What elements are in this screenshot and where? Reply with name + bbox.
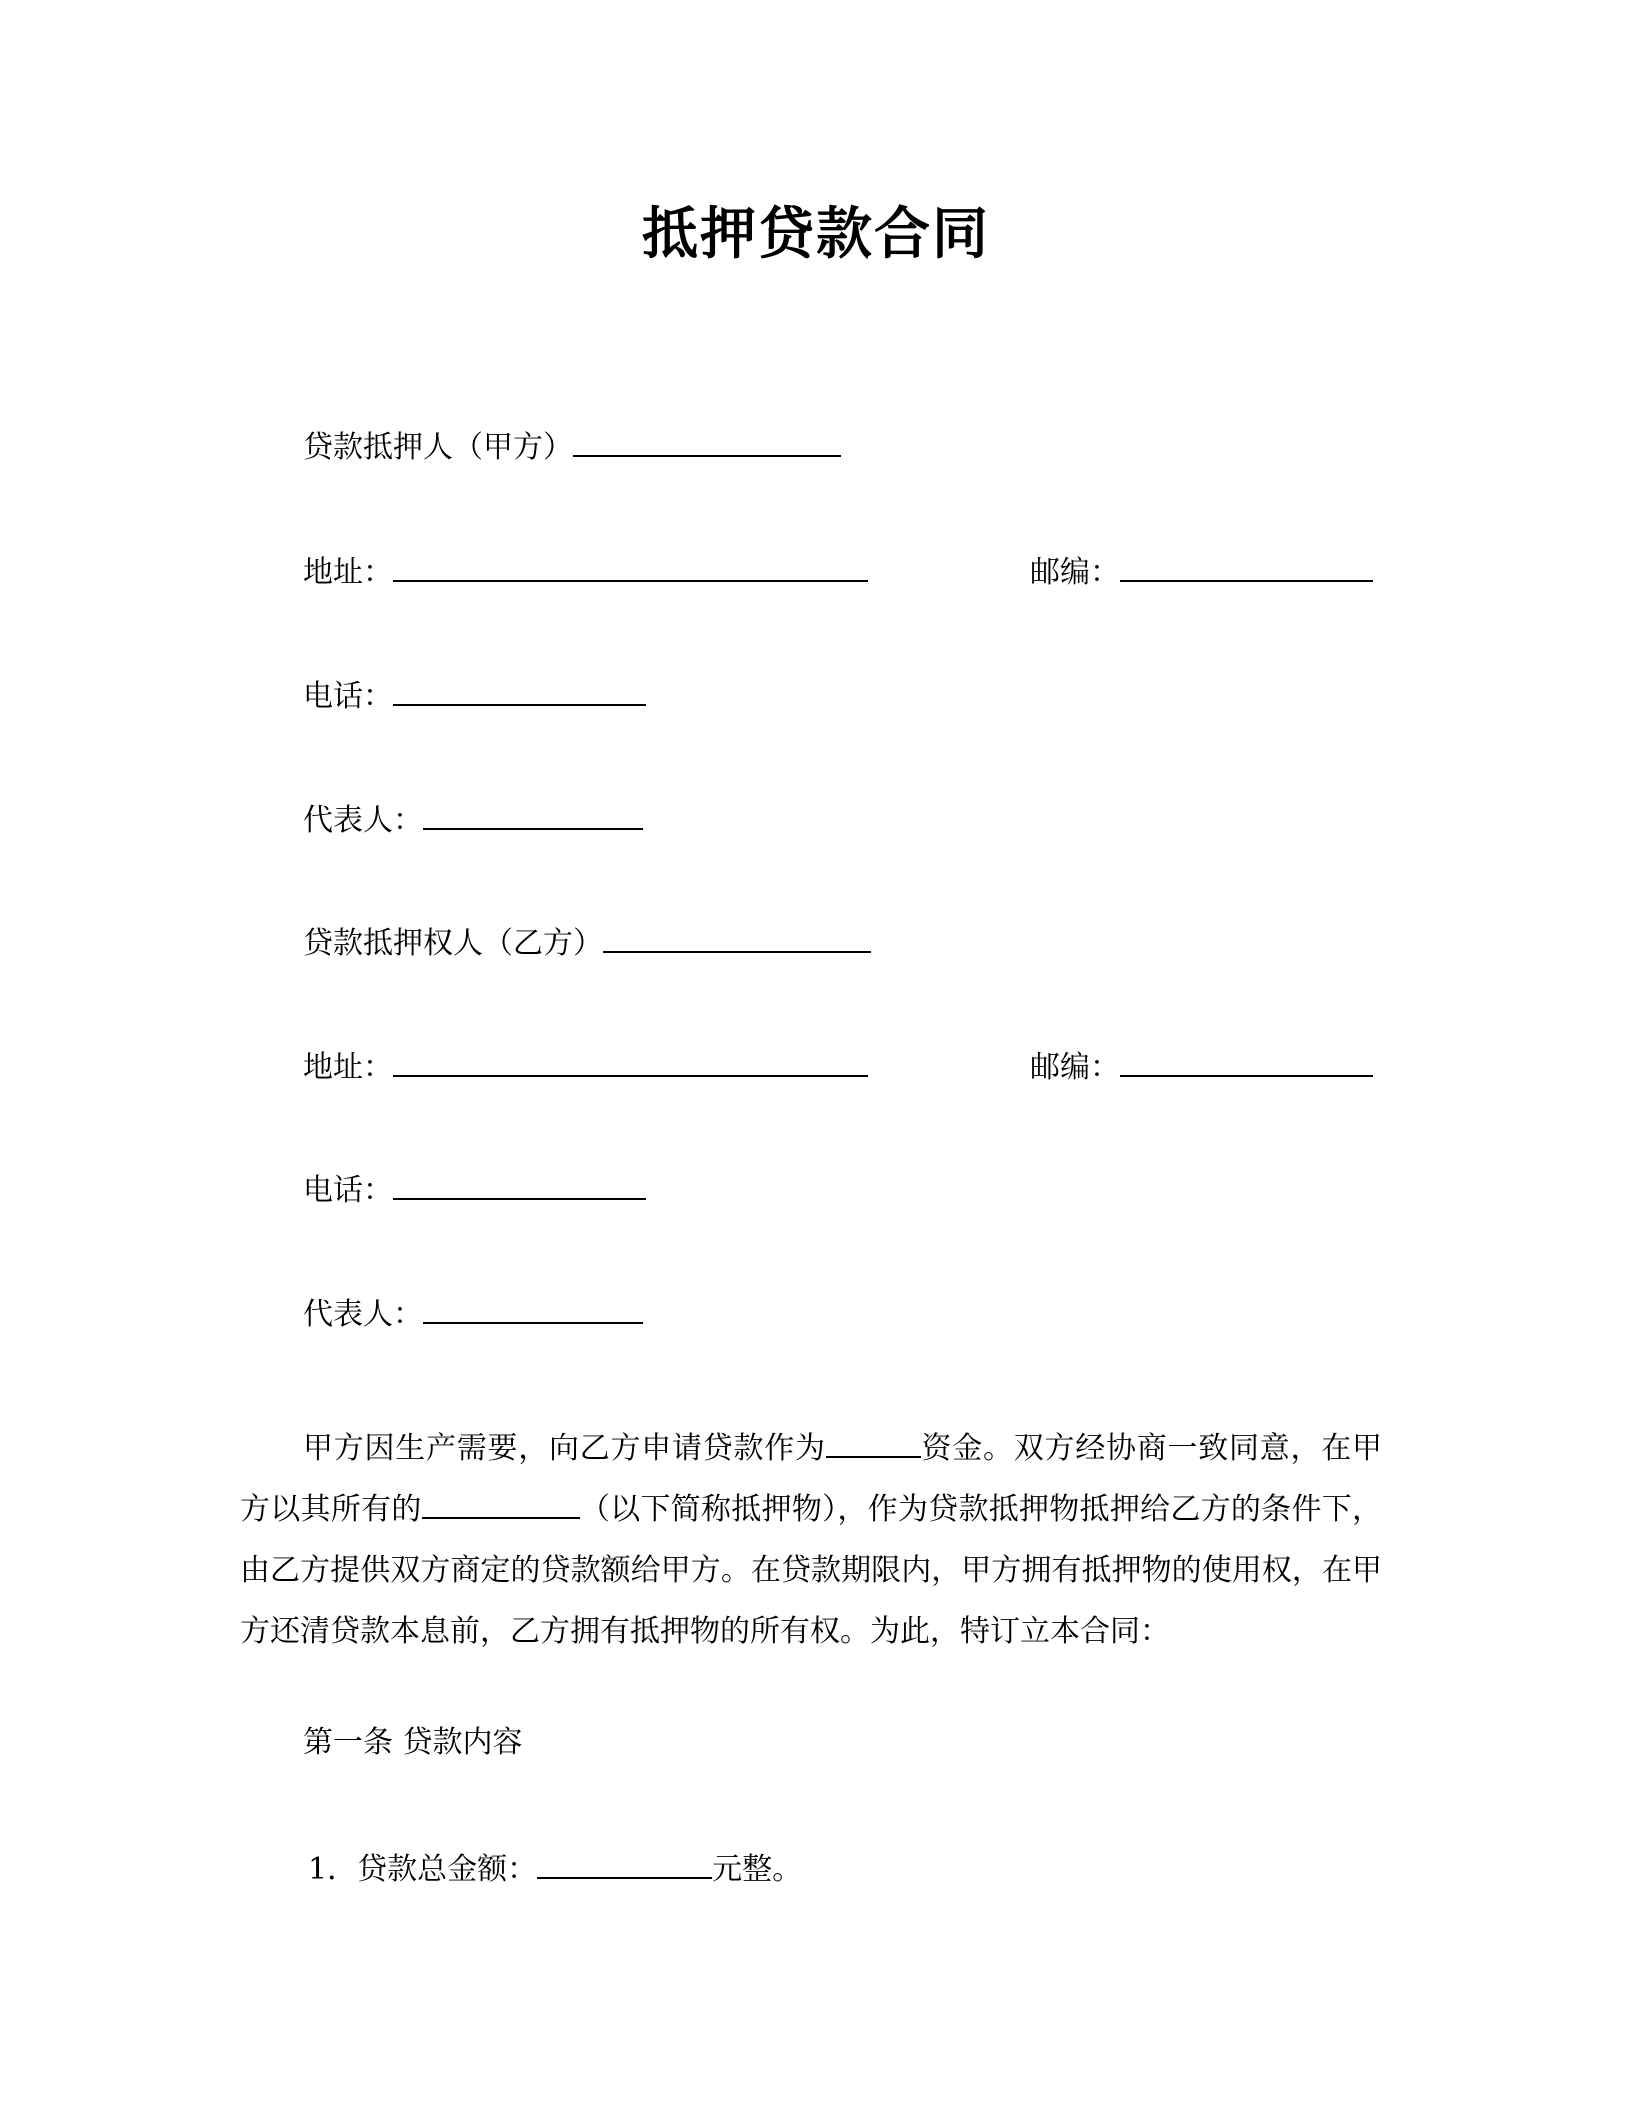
party-a-address-line [303,550,868,593]
party-a-phone-line [303,674,646,717]
party-a-phone-blank[interactable] [393,674,646,706]
document-title: 抵押贷款合同 [642,202,990,267]
fund-purpose-blank[interactable] [826,1428,921,1458]
party-b-phone-label: 电话： [303,1173,393,1208]
intro-part3: （以下简称抵押物），作为贷款抵押物抵押给乙方的条件下，由乙方提供双方商定的贷款额给甲方。在贷款期限内，甲方拥有抵押物的使用权，在甲方还清贷款本息前，乙方拥有抵押物的所有权。为此，特订立本合同： [240,1492,1383,1649]
party-b-rep-line [303,1292,643,1335]
intro-part1: 甲方因生产需要，向乙方申请贷款作为 [303,1431,826,1466]
party-a-line [303,425,841,468]
party-a-phone-label: 电话： [303,679,393,714]
intro-paragraph [240,1418,1382,1662]
loan-amount-suffix: 元整。 [712,1852,803,1887]
party-b-rep-label: 代表人： [303,1297,423,1332]
article-1-heading: 第一条 贷款内容 [303,1725,523,1760]
intro-part2: 资金。双方经协商一致同意，在甲方以其所有的 [240,1431,1382,1527]
party-b-line [303,921,871,964]
loan-amount-label: 1．贷款总金额： [308,1852,538,1887]
party-b-blank[interactable] [603,921,871,953]
party-b-rep-blank[interactable] [423,1292,643,1324]
party-b-postcode-label: 邮编： [1030,1050,1120,1085]
loan-amount-line [308,1847,802,1890]
party-a-address-label: 地址： [303,555,393,590]
party-a-rep-line [303,798,643,841]
party-a-postcode-label: 邮编： [1030,555,1120,590]
party-b-postcode-blank[interactable] [1120,1045,1373,1077]
party-b-address-blank[interactable] [393,1045,868,1077]
party-b-phone-line [303,1168,646,1211]
party-b-label: 贷款抵押权人（乙方） [303,926,603,961]
party-a-rep-blank[interactable] [423,798,643,830]
party-a-postcode-blank[interactable] [1120,550,1373,582]
party-a-address-blank[interactable] [393,550,868,582]
collateral-blank[interactable] [422,1489,580,1519]
party-b-address-line [303,1045,868,1088]
party-b-phone-blank[interactable] [393,1168,646,1200]
party-a-rep-label: 代表人： [303,803,423,838]
party-b-postcode-line [1030,1045,1373,1088]
party-a-blank[interactable] [573,425,841,457]
party-a-postcode-line [1030,550,1373,593]
loan-amount-blank[interactable] [537,1847,712,1879]
party-b-address-label: 地址： [303,1050,393,1085]
party-a-label: 贷款抵押人（甲方） [303,430,573,465]
